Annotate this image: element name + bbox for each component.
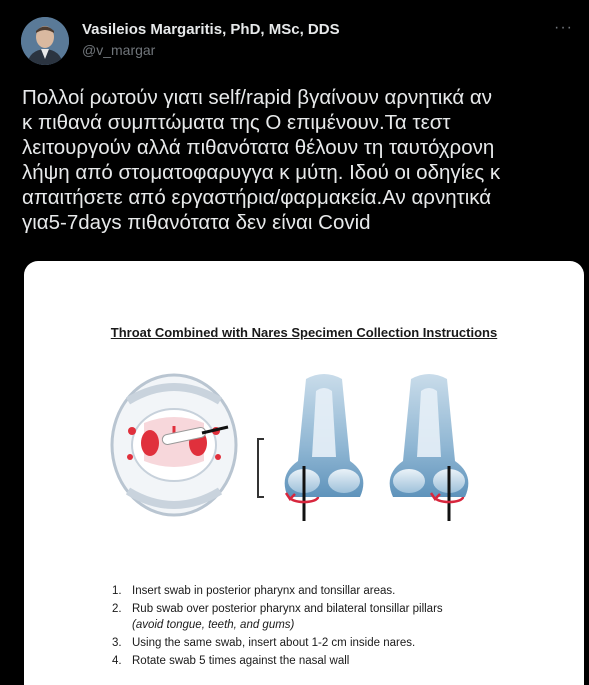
- step-text: Insert swab in posterior pharynx and tonsillar areas.: [132, 585, 396, 597]
- tweet-media-image[interactable]: [24, 261, 584, 685]
- avatar[interactable]: [21, 17, 69, 65]
- tweet-text-line: λειτουργούν αλλά πιθανότατα θέλουν τη ταυτόχρονη: [22, 136, 495, 159]
- instructions-title: Throat Combined with Nares Specimen Collection Instructions: [110, 325, 498, 340]
- instruction-step: [112, 635, 572, 651]
- step-text: Using the same swab, insert about 1-2 cm inside nares.: [132, 637, 416, 649]
- step-text: Rub swab over posterior pharynx and bilateral tonsillar pillars: [132, 603, 443, 615]
- instruction-step: [112, 601, 572, 633]
- instruction-step: [112, 583, 572, 599]
- tweet-text-line: λήψη από στοματοφαρυγγα κ μύτη. Ιδού οι οδηγίες κ: [22, 161, 501, 184]
- step-note: (avoid tongue, teeth, and gums): [132, 619, 295, 631]
- tweet-text-line: απαιτήσετε από εργαστήρια/φαρμακεία.Αν αρνητικά: [22, 186, 492, 209]
- instruction-steps: [112, 583, 572, 671]
- mouth-illustration: [112, 375, 236, 515]
- step-text: Rotate swab 5 times against the nasal wall: [132, 655, 350, 667]
- tweet-text-line: κ πιθανά συμπτώματα της Ο επιμένουν.Τα τεστ: [22, 111, 451, 134]
- author-name[interactable]: Vasileios Margaritis, PhD, MSc, DDS: [82, 21, 340, 38]
- tweet-text-line: για5-7days πιθανότατα δεν είναι Covid: [22, 211, 371, 234]
- more-options-icon[interactable]: ···: [554, 19, 573, 36]
- avatar-photo: [21, 17, 69, 65]
- tweet-text: [22, 85, 580, 235]
- step-number: 2.: [112, 603, 122, 615]
- author-handle[interactable]: @v_margar: [82, 42, 156, 58]
- instruction-step: [112, 653, 572, 669]
- nose-illustration-left: [258, 374, 363, 521]
- step-number: 4.: [112, 655, 122, 667]
- nose-illustration-right: [390, 374, 469, 521]
- tweet-text-line: Πολλοί ρωτούν γιατι self/rapid βγαίνουν αρνητικά αν: [22, 86, 492, 109]
- step-number: 3.: [112, 637, 122, 649]
- step-number: 1.: [112, 585, 122, 597]
- specimen-collection-illustration: [24, 261, 584, 561]
